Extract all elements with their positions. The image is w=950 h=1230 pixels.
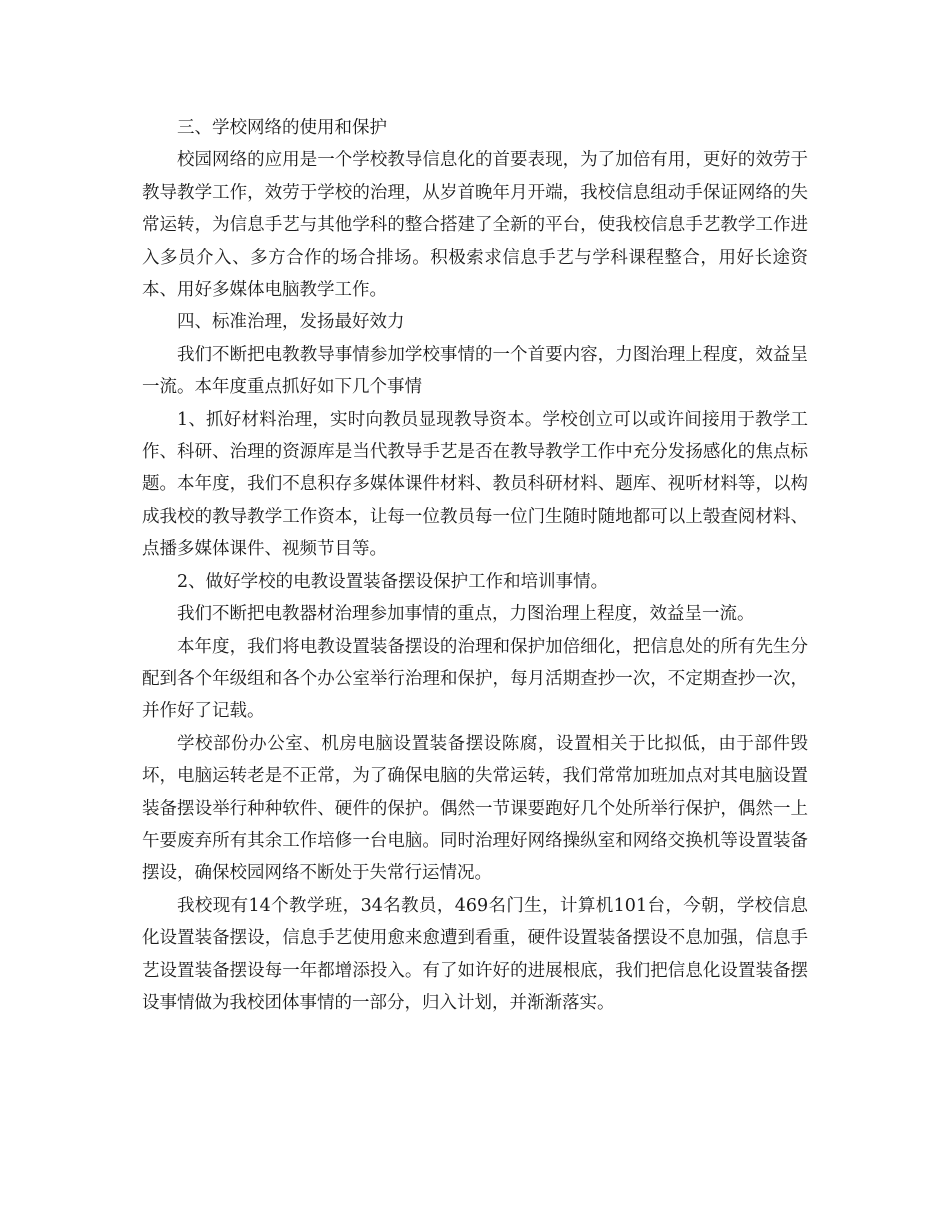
paragraph: 学校部份办公室、机房电脑设置装备摆设陈腐，设置相关于比拟低，由于部件毁坏，电脑运转老是不正常，为了确保电脑的失常运转，我们常常加班加点对其电脑设置装备摆设举行种种软件、硬件的保护。偶然一节课要跑好几个处所举行保护，偶然一上午要废弃所有其余工作培修一台电脑。同时治理好网络操纵室和网络交换机等设置装备摆设，确保校园网络不断处于失常行运情况。 [142,733,808,884]
paragraph: 本年度，我们将电教设置装备摆设的治理和保护加倍细化，把信息处的所有先生分配到各个年级组和各个办公室举行治理和保护，每月活期查抄一次，不定期查抄一次，并作好了记载。 [142,636,808,722]
paragraph: 校园网络的应用是一个学校教导信息化的首要表现，为了加倍有用，更好的效劳于教导教学工作，效劳于学校的治理，从岁首晚年月开端，我校信息组动手保证网络的失常运转，为信息手艺与其他学科的整合搭建了全新的平台，使我校信息手艺教学工作进入多员介入、多方合作的场合排场。积极索求信息手艺与学科课程整合，用好长途资本、用好多媒体电脑教学工作。 [142,150,808,301]
paragraph: 我校现有14个教学班，34名教员，469名门生，计算机101台，今朝，学校信息化设置装备摆设，信息手艺使用愈来愈遭到看重，硬件设置装备摆设不息加强，信息手艺设置装备摆设每一年都增添投入。有了如许好的进展根底，我们把信息化设置装备摆设事情做为我校团体事情的一部分，归入计划，并渐渐落实。 [142,895,808,1013]
paragraph: 我们不断把电教教导事情参加学校事情的一个首要内容，力图治理上程度，效益呈一流。本年度重点抓好如下几个事情 [142,344,808,398]
section-heading-3: 三、学校网络的使用和保护 [177,118,387,138]
paragraph: 1、抓好材料治理，实时向教员显现教导资本。学校创立可以或许间接用于教学工作、科研、治理的资源库是当代教导手艺是否在教导教学工作中充分发扬感化的焦点标题。本年度，我们不息积存多媒体课件材料、教员科研材料、题库、视听材料等，以构成我校的教导教学工作资本，让每一位教员每一位门生随时随地都可以上彀查阅材料、点播多媒体课件、视频节目等。 [142,409,808,560]
document-body [142,112,808,1019]
paragraph: 我们不断把电教器材治理参加事情的重点，力图治理上程度，效益呈一流。 [177,604,755,625]
paragraph: 2、做好学校的电教设置装备摆设保护工作和培训事情。 [177,571,609,592]
section-heading-4: 四、标准治理，发扬最好效力 [177,312,405,333]
